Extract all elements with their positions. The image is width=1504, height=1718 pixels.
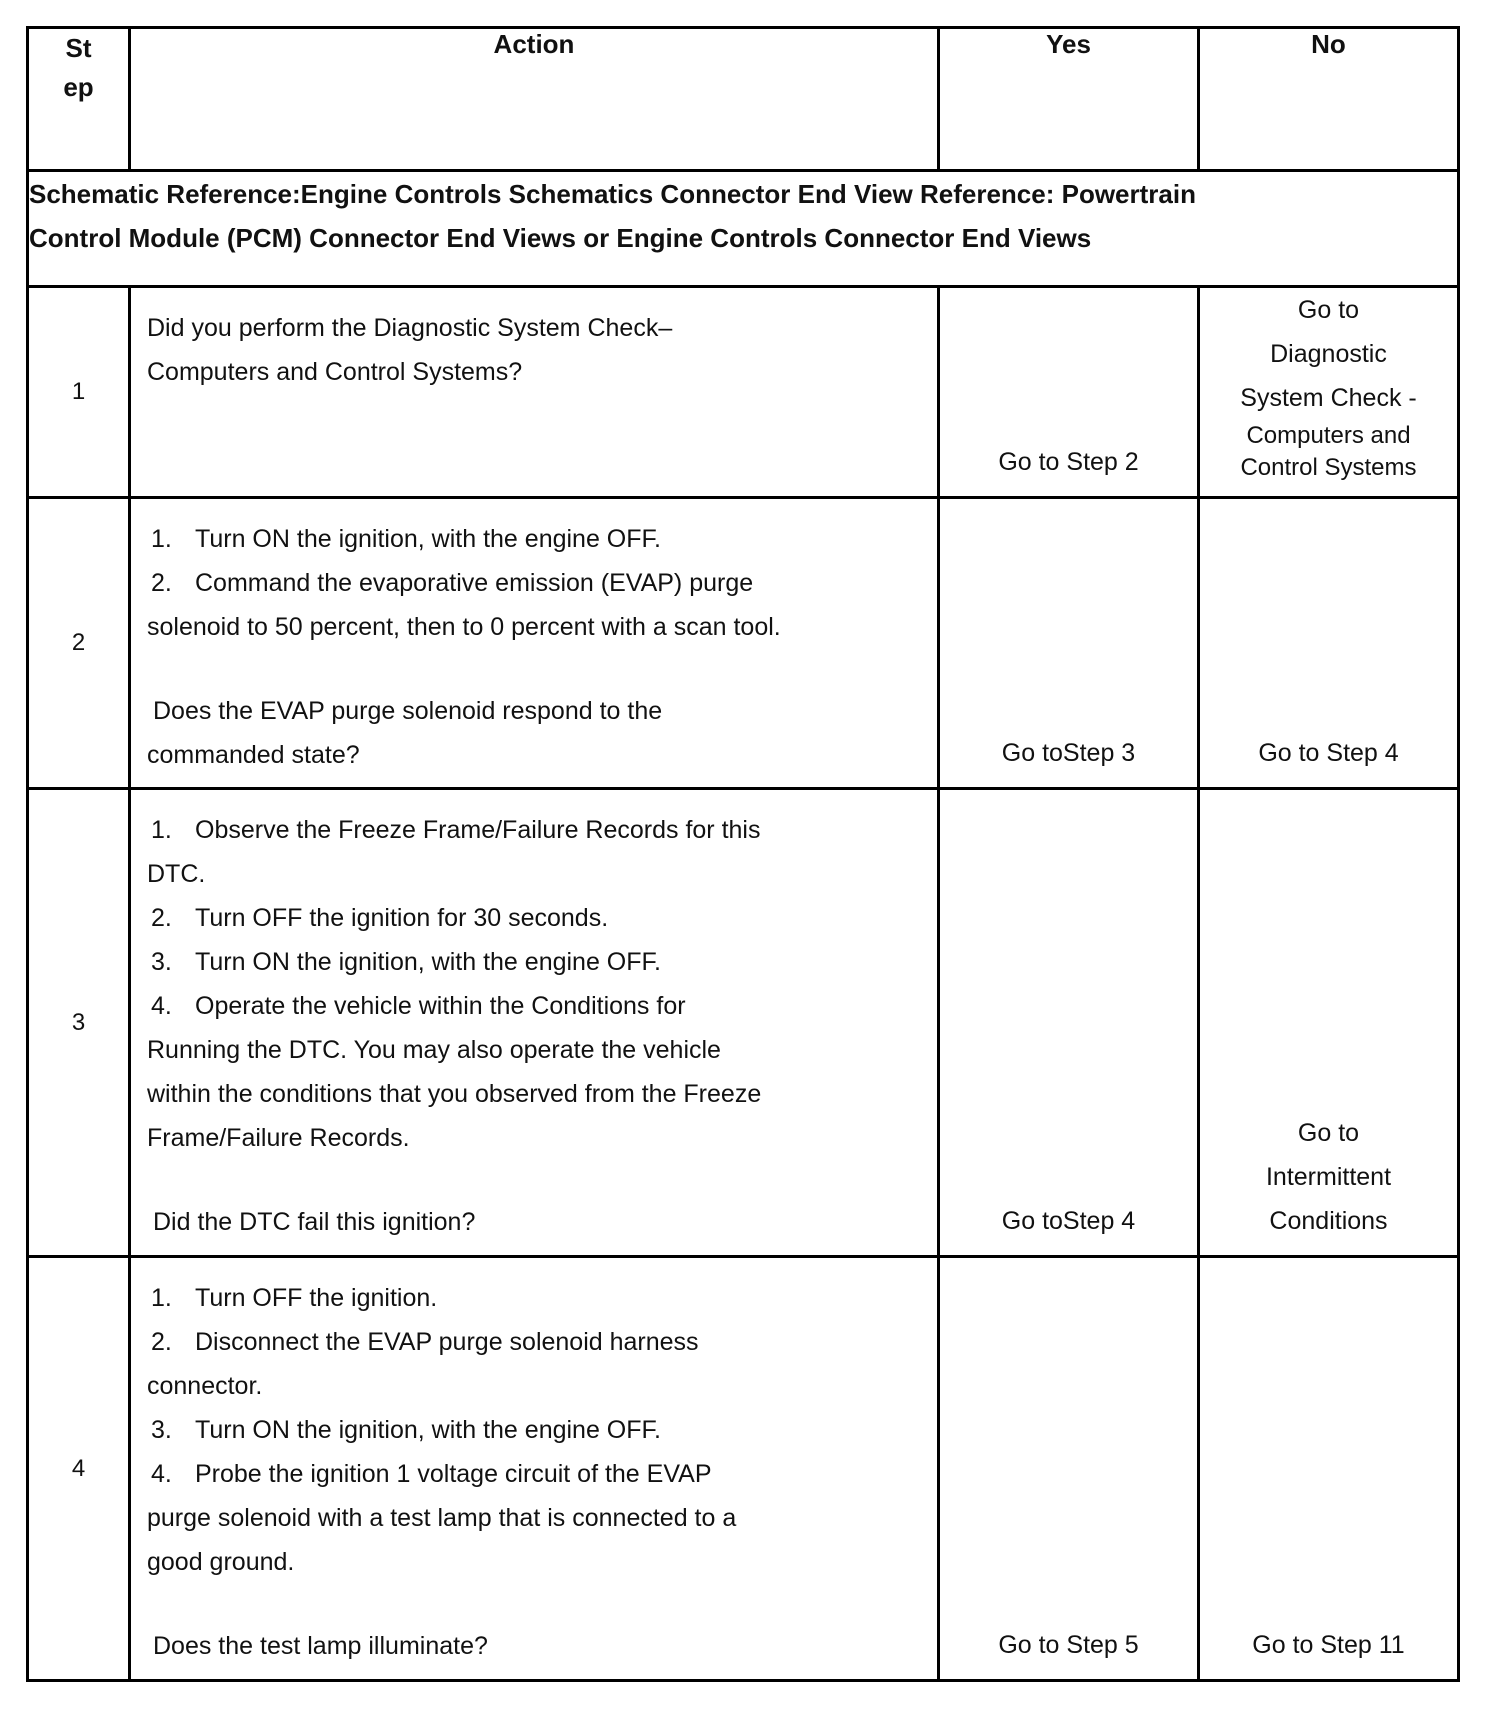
action-line: within the conditions that you observed from the Freeze [147, 1080, 762, 1108]
item-number: 2. [151, 1328, 172, 1356]
no-line: Intermittent [1265, 1163, 1392, 1191]
step-number: 1 [28, 287, 130, 498]
item-number: 1. [151, 816, 172, 844]
no-line: Go to [1297, 1119, 1360, 1147]
step-number: 4 [28, 1257, 130, 1681]
step-action [130, 287, 939, 498]
step-yes [939, 1257, 1199, 1681]
action-item [147, 896, 921, 940]
reference-line2: Control Module (PCM) Connector End Views or Engine Controls Connector End Views [29, 223, 1092, 253]
action-line: DTC. [147, 860, 206, 888]
step-action [130, 1257, 939, 1681]
no-result: Go to Step 11 [1252, 1631, 1405, 1659]
item-number: 1. [151, 525, 172, 553]
header-step-line1: St [65, 33, 92, 63]
no-line: Conditions [1269, 1207, 1388, 1235]
header-step-line2: ep [63, 72, 94, 102]
no-line: Computers and [1246, 422, 1411, 449]
action-line: solenoid to 50 percent, then to 0 percent with a scan tool. [147, 613, 781, 641]
item-text: Turn OFF the ignition for 30 seconds. [195, 904, 609, 932]
step-row-4 [28, 1257, 1459, 1681]
action-question: Does the test lamp illuminate? [153, 1632, 488, 1660]
header-yes: Yes [939, 28, 1199, 171]
item-number: 2. [151, 569, 172, 597]
item-text: Probe the ignition 1 voltage circuit of the EVAP [195, 1460, 712, 1488]
action-line: Computers and Control Systems? [147, 358, 523, 386]
yes-result: Go to Step 5 [998, 1631, 1139, 1659]
action-item [147, 517, 921, 561]
step-row-3 [28, 789, 1459, 1257]
step-number: 2 [28, 498, 130, 789]
spacer [147, 1584, 921, 1624]
diagnostic-table [26, 26, 1460, 1682]
action-item [147, 1320, 921, 1364]
item-text: Turn ON the ignition, with the engine OFF. [195, 1416, 661, 1444]
item-text: Turn OFF the ignition. [195, 1284, 438, 1312]
item-number: 3. [151, 948, 172, 976]
action-line: connector. [147, 1372, 263, 1400]
no-line: Go to [1297, 296, 1360, 324]
step-yes [939, 287, 1199, 498]
item-number: 2. [151, 904, 172, 932]
no-line: System Check - [1240, 384, 1417, 412]
yes-result: Go toStep 4 [1001, 1207, 1136, 1235]
reference-row [28, 171, 1459, 287]
item-text: Operate the vehicle within the Conditions for [195, 992, 686, 1020]
action-item [147, 984, 921, 1028]
item-text: Command the evaporative emission (EVAP) purge [195, 569, 754, 597]
step-no [1199, 789, 1459, 1257]
schematic-reference [29, 172, 1457, 260]
yes-result: Go to Step 2 [998, 448, 1139, 476]
spacer [147, 649, 921, 689]
step-row-2 [28, 498, 1459, 789]
no-line: Control Systems [1240, 454, 1417, 481]
step-action [130, 498, 939, 789]
step-no [1199, 1257, 1459, 1681]
yes-result: Go toStep 3 [1001, 739, 1136, 767]
action-item [147, 1408, 921, 1452]
spacer [147, 1160, 921, 1200]
no-line: Diagnostic [1270, 340, 1387, 368]
header-action: Action [130, 28, 939, 171]
action-item [147, 561, 921, 605]
step-no [1199, 498, 1459, 789]
action-item [147, 808, 921, 852]
header-step [28, 28, 130, 171]
item-text: Turn ON the ignition, with the engine OFF. [195, 525, 661, 553]
reference-cell [28, 171, 1459, 287]
action-line: Did you perform the Diagnostic System Check– [147, 314, 673, 342]
no-result: Go to Step 4 [1258, 739, 1399, 767]
action-line: Running the DTC. You may also operate the vehicle [147, 1036, 721, 1064]
action-line: Frame/Failure Records. [147, 1124, 410, 1152]
item-text: Disconnect the EVAP purge solenoid harness [195, 1328, 699, 1356]
action-item [147, 1452, 921, 1496]
item-number: 1. [151, 1284, 172, 1312]
reference-line1: Schematic Reference:Engine Controls Schematics Connector End View Reference: Powertrain [29, 179, 1196, 209]
action-question: Did the DTC fail this ignition? [153, 1208, 476, 1236]
header-no: No [1199, 28, 1459, 171]
step-row-1 [28, 287, 1459, 498]
step-no [1199, 287, 1459, 498]
step-yes [939, 498, 1199, 789]
item-number: 4. [151, 992, 172, 1020]
action-question: commanded state? [147, 741, 360, 769]
item-number: 3. [151, 1416, 172, 1444]
header-row [28, 28, 1459, 171]
step-number: 3 [28, 789, 130, 1257]
action-item [147, 1276, 921, 1320]
item-text: Observe the Freeze Frame/Failure Records for this [195, 816, 761, 844]
step-yes [939, 789, 1199, 1257]
action-line: purge solenoid with a test lamp that is connected to a [147, 1504, 737, 1532]
item-text: Turn ON the ignition, with the engine OFF. [195, 948, 661, 976]
action-item [147, 940, 921, 984]
item-number: 4. [151, 1460, 172, 1488]
step-action [130, 789, 939, 1257]
action-line: good ground. [147, 1548, 295, 1576]
action-question: Does the EVAP purge solenoid respond to the [153, 697, 663, 725]
